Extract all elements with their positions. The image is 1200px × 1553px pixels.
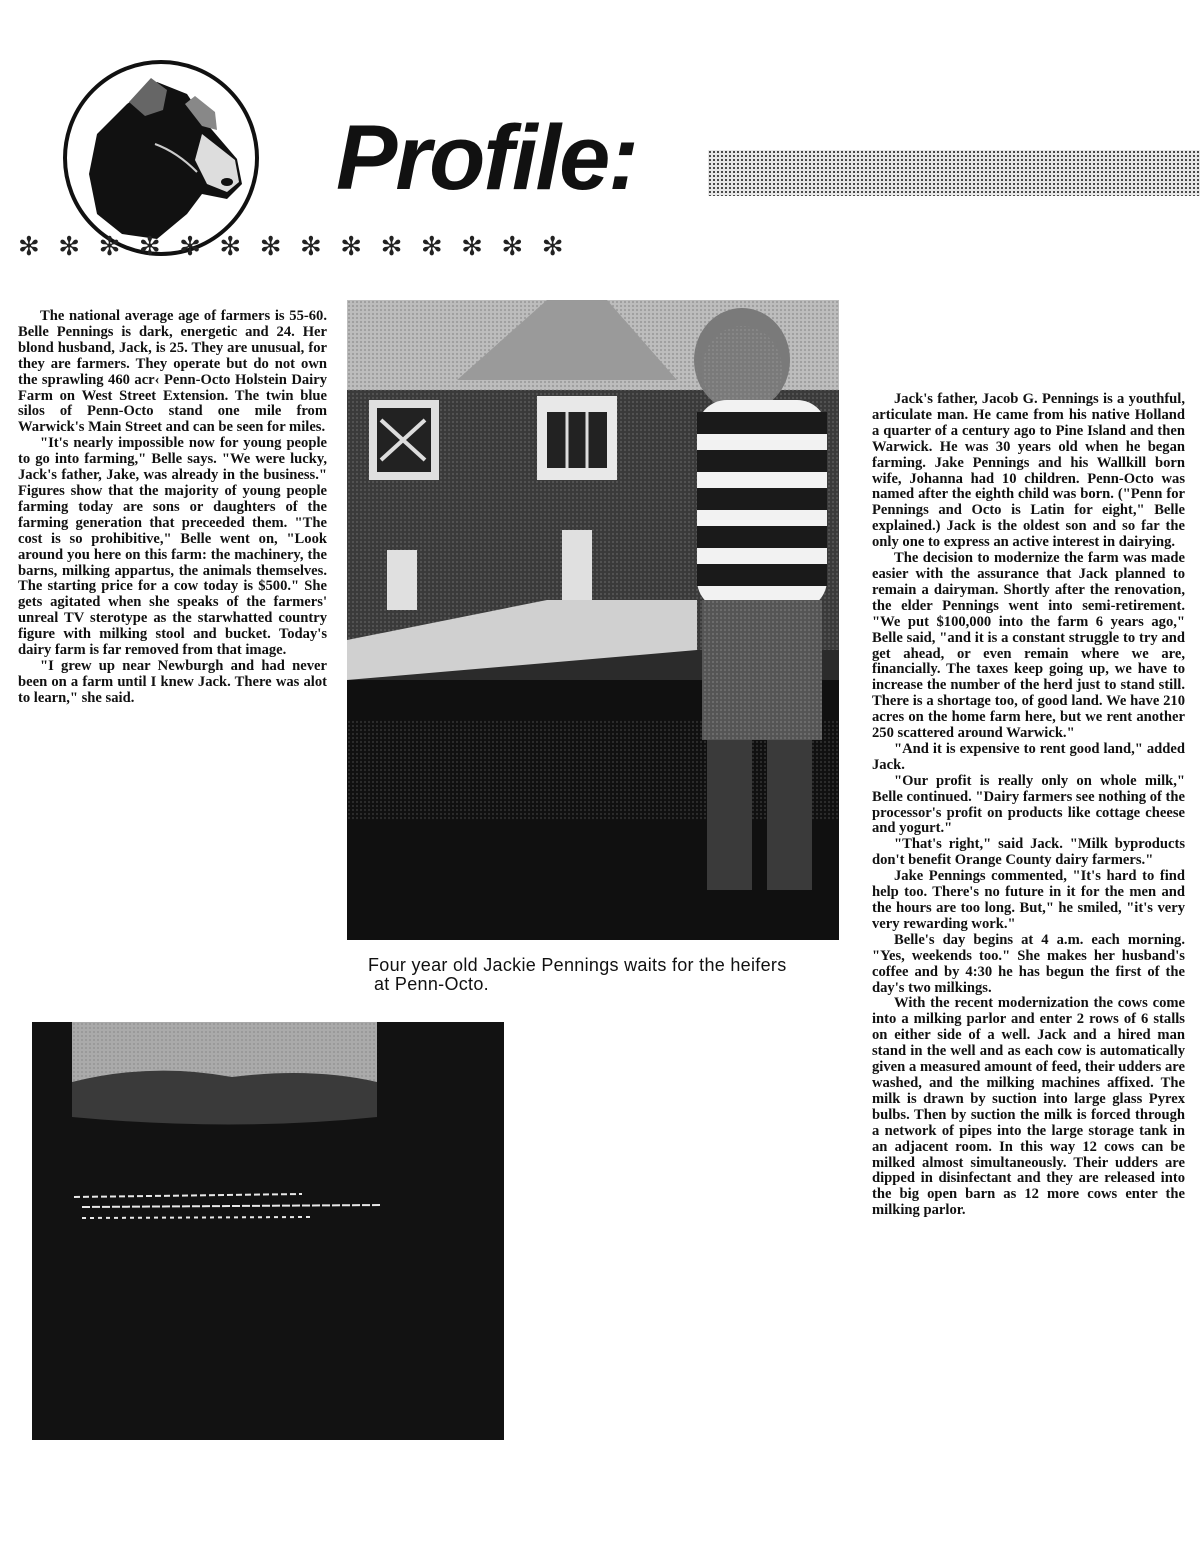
article-paragraph: The national average age of farmers is 55-60. Belle Pennings is dark, energetic and 24. Her blond husband, Jack, is 25. They are unusual, for they are farmers. They operate but do not own the sprawling 460 acr‹ Penn-Octo Holstein Dairy Farm on West Street Extension. The twin blue silos of Penn-Octo stand one mile from Warwick's Main Street and can be seen for miles.	[18, 308, 327, 436]
cow-head-icon	[63, 60, 259, 256]
photo-boy-at-barn	[347, 300, 839, 940]
article-paragraph: Jake Pennings commented, "It's hard to find help too. There's no future in it for the men and the hours are too long. But," he smiled, "it's very very rewarding work."	[872, 868, 1185, 932]
page-title: Profile:	[336, 107, 637, 209]
star-divider: ✻ ✻ ✻ ✻ ✻ ✻ ✻ ✻ ✻ ✻ ✻ ✻ ✻ ✻	[18, 232, 570, 261]
photo-caption	[368, 956, 848, 994]
article-paragraph: "It's nearly impossible now for young people to go into farming," Belle says. "We were lucky, Jack's father, Jake, was already in the business." Figures show that the majority of young people farming today are sons or daughters of the farming generation that preceeded them. "The cost is so prohibitive," Belle went on, "Look around you here on this farm: the machinery, the barns, milking appartus, the animals themselves. The starting price for a cow today is $500." She gets agitated when she speaks of the farmers' unreal TV sterotype as the starwhatted country figure with milking stool and bucket. Today's dairy farm is far removed from that image.	[18, 435, 327, 659]
article-paragraph: "Our profit is really only on whole milk," Belle continued. "Dairy farmers see nothing of the processor's profit on products like cottage cheese and yogurt."	[872, 772, 1185, 837]
caption-line: at Penn-Octo.	[374, 974, 489, 994]
caption-line: Four year old Jackie Pennings waits for the heifers	[368, 955, 787, 975]
article-paragraph: "And it is expensive to rent good land," added Jack.	[872, 740, 1185, 773]
halftone-divider-bar	[708, 150, 1200, 196]
right-article-column	[872, 392, 1185, 1219]
photo-dark-landscape	[32, 1022, 504, 1440]
article-paragraph: "That's right," said Jack. "Milk byproducts don't benefit Orange County dairy farmers."	[872, 836, 1185, 869]
left-article-column	[18, 309, 327, 707]
article-paragraph: "I grew up near Newburgh and had never been on a farm until I knew Jack. There was alot to learn," she said.	[18, 657, 327, 706]
article-paragraph: Jack's father, Jacob G. Pennings is a youthful, articulate man. He came from his native Holland a quarter of a century ago to Pine Island and then Warwick. He was 30 years old when he began farming. Jake Pennings and his Wallkill born wife, Johanna had 10 children. Penn-Octo was named after the eighth child was born. ("Penn for Pennings and Octo is Latin for eight," Belle explained.) Jack is the oldest son and so far the only one to express an active interest in dairying.	[872, 391, 1185, 551]
article-paragraph: The decision to modernize the farm was made easier with the assurance that Jack planned to remain a dairyman. Shortly after the renovation, the elder Pennings went into semi-retirement. "We put $100,000 into the farm 6 years ago," Belle said, "and it is a constant struggle to try and get ahead, or even remain where we are, financially. The taxes keep going up, we have to increase the number of the herd just to stand still. There is a shortage too, of good land. We have 210 acres on the home farm here, but we rent another 250 scattered around Warwick."	[872, 550, 1185, 742]
article-paragraph: With the recent modernization the cows come into a milking parlor and enter 2 rows of 6 stalls on either side of a well. Jack and a hired man stand in the well and as each cow is automatically given a measured amount of feed, their udders are washed, and the milking machines affixed. The milk is drawn by suction into large glass Pyrex bulbs. Then by suction the milk is forced through a network of pipes into the large storage tank in an adjacent room. In this way 12 cows can be milked almost simultaneously. Their udders are dipped in disinfectant and they are released into the big open barn as 12 more cows enter the milking parlor.	[872, 995, 1185, 1219]
article-paragraph: Belle's day begins at 4 a.m. each morning. "Yes, weekends too." She makes her husband's coffee and by 4:30 he has begun the first of the day's two milkings.	[872, 931, 1185, 996]
